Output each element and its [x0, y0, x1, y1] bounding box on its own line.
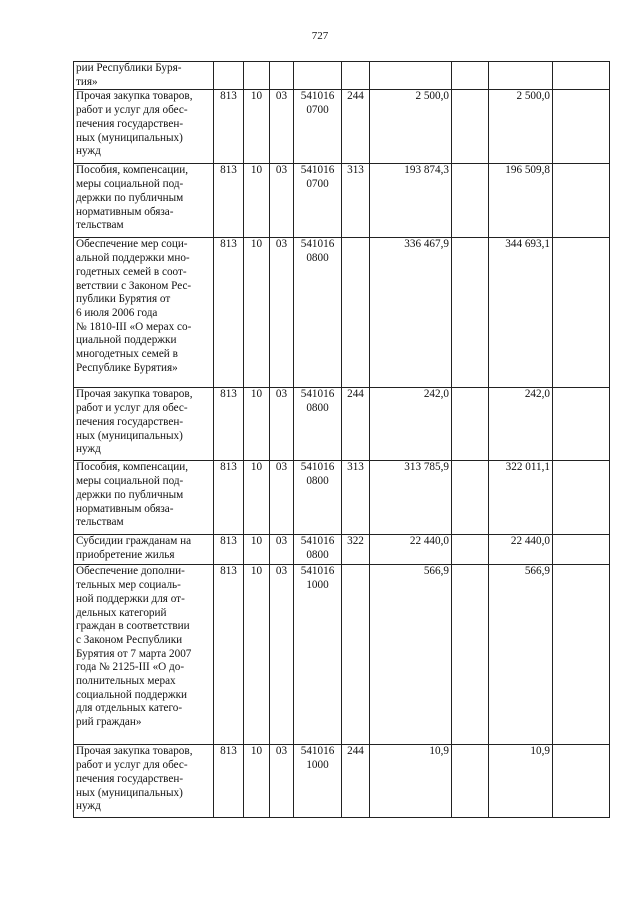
csr-cell: 541016 0800 — [294, 238, 342, 388]
extra1-cell — [452, 461, 489, 535]
grbs-cell: 813 — [214, 461, 244, 535]
row-name: Субсидии гражданам на приобретение жилья — [74, 535, 214, 565]
rz-cell: 10 — [244, 388, 270, 461]
grbs-cell: 813 — [214, 164, 244, 238]
extra1-cell — [452, 90, 489, 164]
csr-cell — [294, 62, 342, 90]
vr-cell: 244 — [342, 90, 370, 164]
sum-year2-cell: 322 011,1 — [489, 461, 553, 535]
grbs-cell: 813 — [214, 238, 244, 388]
table-row — [74, 90, 610, 164]
csr-cell: 541016 1000 — [294, 565, 342, 745]
table-row — [74, 238, 610, 388]
extra2-cell — [553, 745, 610, 818]
sum-year1-cell: 313 785,9 — [370, 461, 452, 535]
sum-year2-cell: 242,0 — [489, 388, 553, 461]
table-row — [74, 535, 610, 565]
row-name: Прочая закупка товаров, работ и услуг для обес- печения государствен- ных (муниципальных) нужд — [74, 388, 214, 461]
rz-cell — [244, 62, 270, 90]
pr-cell: 03 — [270, 164, 294, 238]
row-name: Прочая закупка товаров, работ и услуг для обес- печения государствен- ных (муниципальных) нужд — [74, 745, 214, 818]
pr-cell: 03 — [270, 388, 294, 461]
extra2-cell — [553, 164, 610, 238]
sum-year1-cell — [370, 62, 452, 90]
sum-year2-cell — [489, 62, 553, 90]
extra1-cell — [452, 745, 489, 818]
row-name: Прочая закупка товаров, работ и услуг для обес- печения государствен- ных (муниципальных) нужд — [74, 90, 214, 164]
grbs-cell: 813 — [214, 90, 244, 164]
extra1-cell — [452, 238, 489, 388]
vr-cell — [342, 238, 370, 388]
extra1-cell — [452, 164, 489, 238]
vr-cell — [342, 62, 370, 90]
extra2-cell — [553, 535, 610, 565]
extra2-cell — [553, 565, 610, 745]
sum-year1-cell: 22 440,0 — [370, 535, 452, 565]
sum-year2-cell: 196 509,8 — [489, 164, 553, 238]
row-name: Обеспечение дополни- тельных мер социаль- ной поддержки для от- дельных категорий граждан в соответствии с Законом Республики Бурятия от 7 марта 2007 года № 2125-III «О до- полнительных мерах социальной поддержки для отдельных катего- рий граждан» — [74, 565, 214, 745]
budget-table — [73, 61, 610, 818]
pr-cell: 03 — [270, 745, 294, 818]
vr-cell: 244 — [342, 745, 370, 818]
row-name: рии Республики Буря- тия» — [74, 62, 214, 90]
rz-cell: 10 — [244, 535, 270, 565]
csr-cell: 541016 1000 — [294, 745, 342, 818]
vr-cell — [342, 565, 370, 745]
row-name: Пособия, компенсации, меры социальной под- держки по публичным нормативным обяза- тельствам — [74, 164, 214, 238]
pr-cell: 03 — [270, 238, 294, 388]
vr-cell: 313 — [342, 461, 370, 535]
vr-cell: 244 — [342, 388, 370, 461]
sum-year2-cell: 344 693,1 — [489, 238, 553, 388]
grbs-cell: 813 — [214, 745, 244, 818]
table-row — [74, 745, 610, 818]
csr-cell: 541016 0700 — [294, 90, 342, 164]
extra2-cell — [553, 461, 610, 535]
extra1-cell — [452, 388, 489, 461]
page-number: 727 — [311, 30, 329, 42]
sum-year1-cell: 336 467,9 — [370, 238, 452, 388]
row-name: Обеспечение мер соци- альной поддержки мно- годетных семей в соот- ветствии с Законом Рес- публики Бурятия от 6 июля 2006 года № 1810-III «О мерах со- циальной поддержки многодетных семей в Республике Бурятия» — [74, 238, 214, 388]
rz-cell: 10 — [244, 164, 270, 238]
csr-cell: 541016 0800 — [294, 535, 342, 565]
sum-year2-cell: 566,9 — [489, 565, 553, 745]
sum-year2-cell: 2 500,0 — [489, 90, 553, 164]
extra2-cell — [553, 62, 610, 90]
table-row — [74, 388, 610, 461]
pr-cell — [270, 62, 294, 90]
pr-cell: 03 — [270, 90, 294, 164]
extra1-cell — [452, 62, 489, 90]
sum-year1-cell: 2 500,0 — [370, 90, 452, 164]
sum-year2-cell: 10,9 — [489, 745, 553, 818]
pr-cell: 03 — [270, 565, 294, 745]
sum-year1-cell: 10,9 — [370, 745, 452, 818]
extra2-cell — [553, 388, 610, 461]
pr-cell: 03 — [270, 461, 294, 535]
table-row — [74, 62, 610, 90]
pr-cell: 03 — [270, 535, 294, 565]
rz-cell: 10 — [244, 238, 270, 388]
row-name: Пособия, компенсации, меры социальной под- держки по публичным нормативным обяза- тельствам — [74, 461, 214, 535]
rz-cell: 10 — [244, 745, 270, 818]
rz-cell: 10 — [244, 461, 270, 535]
extra2-cell — [553, 238, 610, 388]
csr-cell: 541016 0800 — [294, 388, 342, 461]
rz-cell: 10 — [244, 90, 270, 164]
vr-cell: 322 — [342, 535, 370, 565]
grbs-cell: 813 — [214, 388, 244, 461]
sum-year1-cell: 242,0 — [370, 388, 452, 461]
extra1-cell — [452, 535, 489, 565]
extra1-cell — [452, 565, 489, 745]
table-row — [74, 461, 610, 535]
grbs-cell — [214, 62, 244, 90]
grbs-cell: 813 — [214, 565, 244, 745]
grbs-cell: 813 — [214, 535, 244, 565]
csr-cell: 541016 0800 — [294, 461, 342, 535]
table-row — [74, 565, 610, 745]
extra2-cell — [553, 90, 610, 164]
sum-year1-cell: 193 874,3 — [370, 164, 452, 238]
sum-year2-cell: 22 440,0 — [489, 535, 553, 565]
csr-cell: 541016 0700 — [294, 164, 342, 238]
rz-cell: 10 — [244, 565, 270, 745]
table-row — [74, 164, 610, 238]
vr-cell: 313 — [342, 164, 370, 238]
sum-year1-cell: 566,9 — [370, 565, 452, 745]
